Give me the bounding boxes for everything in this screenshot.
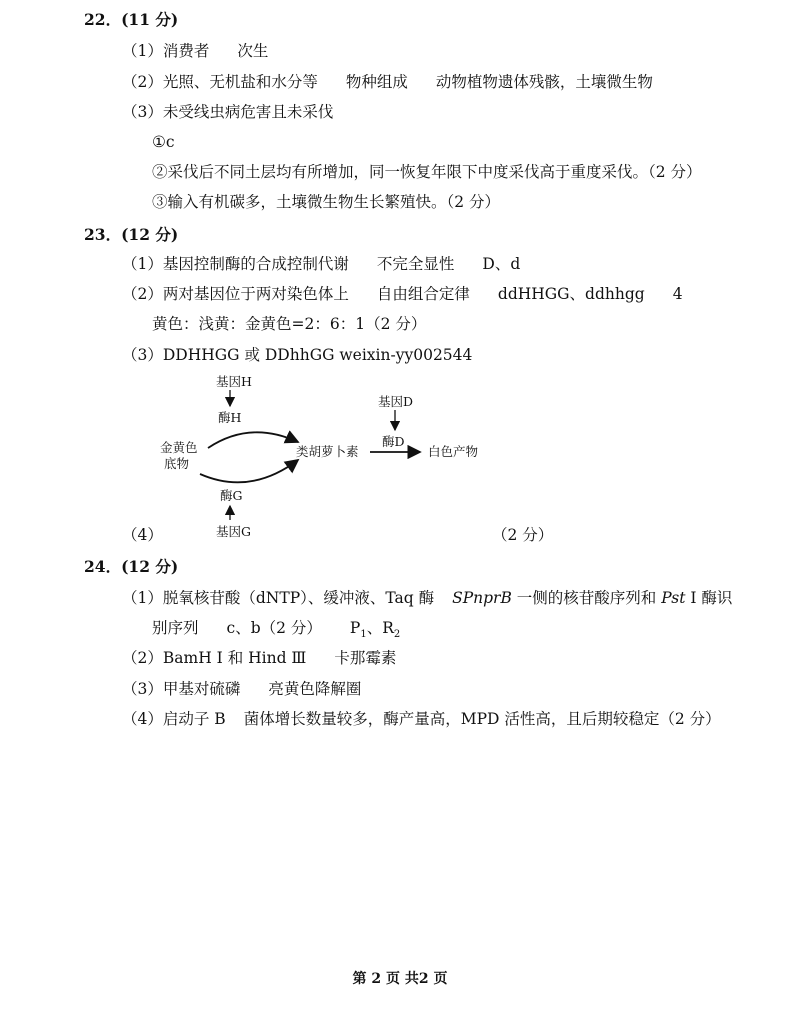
q22-sub-2: ②采伐后不同土层均有所增加，同一恢复年限下中度采伐高于重度采伐。（2 分） bbox=[152, 163, 702, 181]
q23-part-4 bbox=[122, 525, 163, 545]
q23-p1-b: 不完全显性 bbox=[376, 255, 455, 273]
gene-g-label: 基因G bbox=[216, 524, 251, 539]
enzyme-g-label: 酶G bbox=[220, 488, 243, 503]
q23-p2-a: 两对基因位于两对染色体上 bbox=[162, 285, 349, 303]
q23-p2-b: 自由组合定律 bbox=[376, 285, 470, 303]
q22-part-2 bbox=[122, 72, 653, 92]
q22-p3-num: （3） bbox=[122, 103, 163, 121]
q23-p1-num: （1） bbox=[122, 255, 163, 273]
q24-p1-b4: I 酶识 bbox=[685, 589, 733, 607]
enzyme-d-label: 酶D bbox=[382, 434, 405, 449]
q24-p2-b: 卡那霉素 bbox=[334, 649, 397, 667]
q24-p1c-a: 别序列 bbox=[152, 619, 199, 637]
q23-title: 23．(12 分) bbox=[84, 225, 179, 244]
q24-p3-b: 亮黄色降解圈 bbox=[268, 680, 362, 698]
q24-p2-num: （2） bbox=[122, 649, 163, 667]
substrate-label-2: 底物 bbox=[164, 456, 190, 471]
q22-p1-num: （1） bbox=[122, 42, 163, 60]
q24-p1c-b: c、b（2 分） bbox=[226, 619, 322, 637]
q22-p2-a: 光照、无机盐和水分等 bbox=[162, 73, 318, 91]
substrate-label-1: 金黄色 bbox=[160, 440, 198, 455]
q24-part-1-cont bbox=[152, 618, 400, 645]
q24-part-4 bbox=[122, 709, 721, 729]
q23-part-1 bbox=[122, 254, 520, 274]
q22-part-1 bbox=[122, 41, 268, 61]
q23-p3-a: DDHHGG 或 DDhhGG weixin-yy002544 bbox=[162, 346, 473, 364]
q23-p1-a: 基因控制酶的合成控制代谢 bbox=[162, 255, 349, 273]
q23-p4-score: （2 分） bbox=[492, 526, 554, 544]
q22-p1-b: 次生 bbox=[237, 42, 269, 60]
q23-p1-c: D、d bbox=[482, 255, 521, 273]
q22-p2-b: 物种组成 bbox=[345, 73, 408, 91]
q23-part-3 bbox=[122, 345, 472, 365]
q24-p4-b: 菌体增长数量较多，酶产量高，MPD 活性高，且后期较稳定（2 分） bbox=[243, 710, 721, 728]
q24-title: 24．(12 分) bbox=[84, 557, 179, 576]
q22-sub-3: ③输入有机碳多，土壤微生物生长繁殖快。（2 分） bbox=[152, 193, 501, 211]
q22-p2-c: 动物植物遗体残骸，土壤微生物 bbox=[435, 73, 653, 91]
q24-p1c-c2-sub: 2 bbox=[393, 629, 401, 641]
q24-p1c-c1-sub: 1 bbox=[360, 629, 367, 641]
q22-p2-num: （2） bbox=[122, 73, 163, 91]
page-footer: 第 2 页 共2 页 bbox=[352, 971, 448, 987]
q24-p4-num: （4） bbox=[122, 710, 163, 728]
q24-p3-num: （3） bbox=[122, 680, 163, 698]
q23-p2-d: 4 bbox=[672, 285, 683, 303]
q23-part-2 bbox=[122, 284, 683, 304]
product-label: 白色产物 bbox=[428, 444, 479, 459]
enzyme-h-label: 酶H bbox=[218, 410, 242, 425]
q23-p2-num: （2） bbox=[122, 285, 163, 303]
q22-p3-a: 未受线虫病危害且未采伐 bbox=[162, 103, 334, 121]
q24-p1-b2: 一侧的核苷酸序列和 bbox=[511, 589, 662, 607]
q22-title: 22．(11 分) bbox=[84, 10, 179, 29]
q24-p1-b3: Pst bbox=[661, 589, 686, 607]
carotenoid-label: 类胡萝卜素 bbox=[296, 444, 359, 459]
gene-h-label: 基因H bbox=[216, 374, 252, 389]
q24-p1-a: 脱氧核苷酸（dNTP）、缓冲液、Taq 酶 bbox=[162, 589, 435, 607]
q22-p1-a: 消费者 bbox=[162, 42, 210, 60]
pathway-diagram bbox=[150, 368, 530, 548]
gene-d-label: 基因D bbox=[378, 394, 414, 409]
q24-part-1 bbox=[122, 588, 732, 608]
q23-part-2-ratio: 黄色：浅黄：金黄色=2：6：1（2 分） bbox=[152, 315, 427, 333]
q24-p3-a: 甲基对硫磷 bbox=[162, 680, 241, 698]
lower-curve-arrow bbox=[200, 460, 298, 482]
q23-p4-num: （4） bbox=[122, 526, 163, 544]
q23-p2-c: ddHHGG、ddhhgg bbox=[497, 285, 645, 303]
q24-p4-a: 启动子 B bbox=[162, 710, 226, 728]
q24-p1c-c1: P bbox=[349, 619, 361, 637]
q22-part-3 bbox=[122, 102, 333, 122]
q24-p2-a: BamH I 和 Hind Ⅲ bbox=[162, 649, 307, 667]
q24-p1c-c2: 、R bbox=[366, 619, 394, 637]
q24-p1-num: （1） bbox=[122, 589, 163, 607]
q24-part-3 bbox=[122, 679, 361, 699]
q23-p3-num: （3） bbox=[122, 346, 163, 364]
q22-sub-1: ①c bbox=[152, 133, 175, 151]
upper-curve-arrow bbox=[208, 432, 298, 448]
q24-part-2 bbox=[122, 648, 396, 668]
q24-p1-b1: SPnprB bbox=[452, 589, 512, 607]
